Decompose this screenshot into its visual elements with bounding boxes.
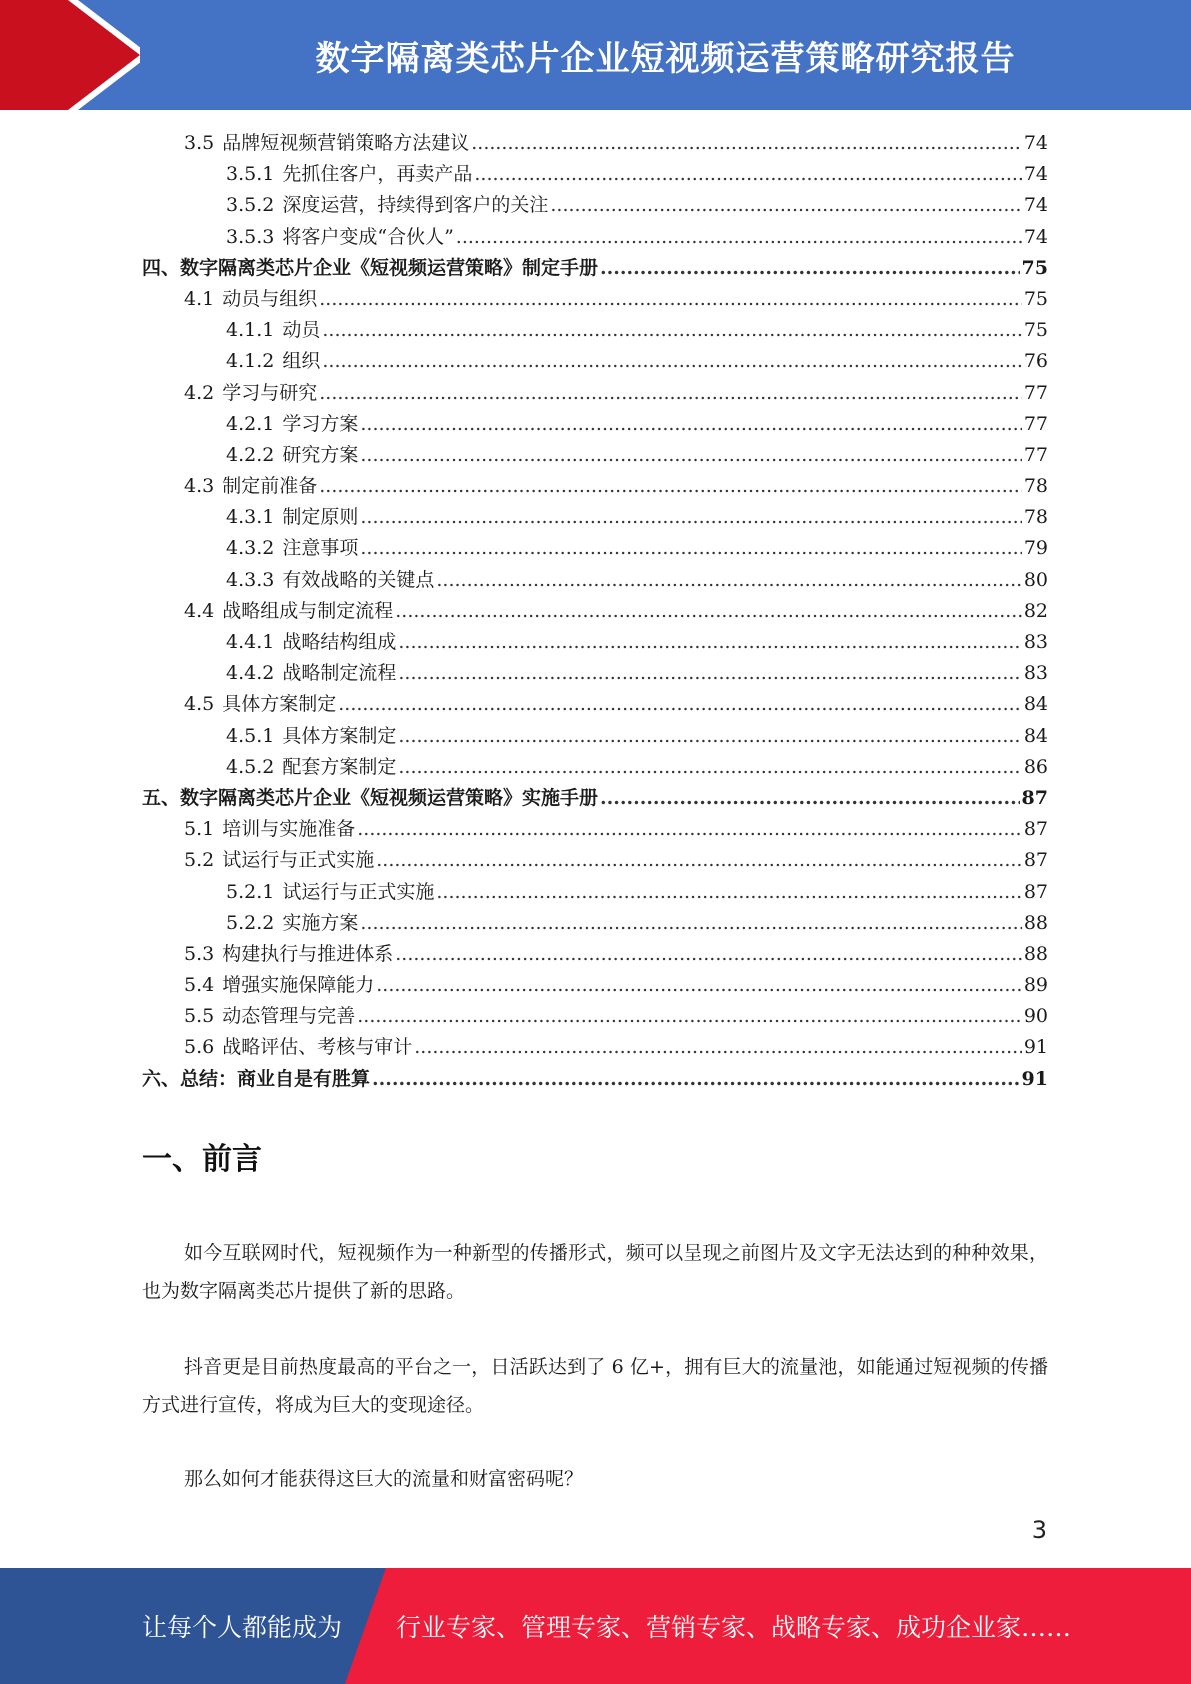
- toc-entry-number: 5.3: [184, 942, 215, 965]
- toc-entry[interactable]: [142, 378, 1048, 409]
- toc-entry[interactable]: [142, 159, 1048, 190]
- toc-dot-leader: [376, 845, 1022, 876]
- toc-entry-page: 87: [1021, 786, 1048, 809]
- toc-dot-leader: [338, 689, 1022, 720]
- toc-entry-page: 77: [1023, 381, 1048, 404]
- toc-entry-number: 5.2.1: [226, 880, 275, 903]
- toc-entry[interactable]: [142, 1032, 1048, 1063]
- footer-slogan-left: 让每个人都能成为: [142, 1613, 343, 1642]
- paragraph-2: 抖音更是目前热度最高的平台之一，日活跃达到了 6 亿+，拥有巨大的流量池，如能通过短视频的传播方式进行宣传，将成为巨大的变现途径。: [142, 1356, 1048, 1416]
- toc-entry-number: 5.1: [184, 818, 215, 841]
- toc-entry-label: 培训与实施准备: [222, 818, 356, 841]
- toc-entry[interactable]: [142, 533, 1048, 564]
- toc-entry[interactable]: [142, 908, 1048, 939]
- toc-dot-leader: [550, 190, 1021, 221]
- toc-entry[interactable]: [142, 689, 1048, 720]
- toc-entry-page: 75: [1023, 319, 1048, 342]
- section-title: 一、前言: [142, 1142, 262, 1177]
- toc-entry-number: 4.1: [184, 287, 215, 310]
- toc-dot-leader: [398, 721, 1021, 752]
- toc-entry-page: 84: [1023, 724, 1048, 747]
- table-of-contents: [142, 128, 1048, 1095]
- toc-entry-page: 91: [1021, 1067, 1048, 1090]
- toc-entry-page: 74: [1023, 225, 1048, 248]
- toc-dot-leader: [436, 565, 1021, 596]
- toc-dot-leader: [360, 908, 1021, 939]
- toc-dot-leader: [360, 440, 1021, 471]
- page-number: 3: [1031, 1516, 1047, 1544]
- toc-entry-page: 75: [1023, 287, 1048, 310]
- toc-entry-number: 5.2.2: [226, 911, 275, 934]
- toc-entry-label: 五、数字隔离类芯片企业《短视频运营策略》实施手册: [142, 786, 599, 809]
- toc-entry-number: 4.3.2: [226, 537, 275, 560]
- toc-entry-page: 87: [1023, 849, 1048, 872]
- toc-entry[interactable]: [142, 190, 1048, 221]
- toc-entry-label: 实施方案: [282, 911, 359, 934]
- toc-entry-label: 学习与研究: [222, 381, 318, 404]
- toc-entry[interactable]: [142, 284, 1048, 315]
- footer-slogan-right: 行业专家、管理专家、营销专家、战略专家、成功企业家……: [396, 1613, 1072, 1642]
- toc-entry-page: 74: [1023, 163, 1048, 186]
- toc-dot-leader: [456, 222, 1022, 253]
- toc-entry-page: 77: [1023, 412, 1048, 435]
- toc-entry-label: 品牌短视频营销策略方法建议: [222, 132, 470, 154]
- toc-entry-page: 91: [1023, 1036, 1048, 1059]
- toc-entry-number: 4.4: [184, 599, 215, 622]
- toc-entry-label: 制定前准备: [222, 475, 318, 498]
- toc-entry[interactable]: [142, 440, 1048, 471]
- toc-entry-page: 87: [1023, 880, 1048, 903]
- toc-entry-number: 3.5.1: [226, 163, 275, 186]
- toc-entry-label: 组织: [282, 350, 321, 373]
- toc-entry-page: 75: [1021, 256, 1048, 279]
- toc-entry-label: 先抓住客户，再卖产品: [282, 163, 473, 186]
- toc-entry-number: 3.5: [184, 132, 215, 154]
- toc-entry-label: 战略制定流程: [282, 662, 397, 685]
- toc-dot-leader: [395, 939, 1022, 970]
- toc-dot-leader: [398, 627, 1021, 658]
- toc-entry-number: 4.2.2: [226, 443, 275, 466]
- toc-entry[interactable]: [142, 1001, 1048, 1032]
- toc-entry-page: 77: [1023, 443, 1048, 466]
- toc-entry[interactable]: [142, 814, 1048, 845]
- toc-entry-number: 4.4.1: [226, 631, 275, 653]
- toc-entry-number: 4.5: [184, 693, 215, 716]
- toc-dot-leader: [376, 970, 1022, 1001]
- toc-entry-label: 制定原则: [282, 506, 359, 529]
- toc-dot-leader: [319, 378, 1022, 409]
- toc-entry[interactable]: [142, 409, 1048, 440]
- toc-entry[interactable]: [142, 1064, 1048, 1095]
- toc-entry-page: 74: [1023, 194, 1048, 217]
- toc-entry-number: 3.5.3: [226, 225, 275, 248]
- toc-entry-label: 试运行与正式实施: [282, 880, 435, 903]
- toc-entry-label: 战略结构组成: [282, 631, 397, 653]
- toc-entry-label: 战略评估、考核与审计: [222, 1036, 413, 1059]
- toc-entry[interactable]: [142, 565, 1048, 596]
- toc-dot-leader: [322, 346, 1021, 377]
- toc-entry-number: 4.2: [184, 381, 215, 404]
- toc-dot-leader: [474, 159, 1021, 190]
- toc-entry-label: 深度运营，持续得到客户的关注: [282, 194, 549, 217]
- toc-entry-label: 研究方案: [282, 443, 359, 466]
- toc-dot-leader: [357, 814, 1022, 845]
- toc-dot-leader: [436, 877, 1021, 908]
- toc-entry-page: 84: [1023, 693, 1048, 716]
- toc-entry[interactable]: [142, 128, 1048, 159]
- toc-entry-label: 试运行与正式实施: [222, 849, 375, 872]
- toc-entry[interactable]: [142, 502, 1048, 533]
- toc-entry-number: 4.5.1: [226, 724, 275, 747]
- paragraph-3: 那么如何才能获得这巨大的流量和财富密码呢？: [184, 1468, 584, 1490]
- toc-entry-number: 5.5: [184, 1005, 215, 1028]
- toc-entry-number: 4.3.3: [226, 568, 275, 591]
- toc-entry-label: 六、总结：商业自是有胜算: [142, 1067, 371, 1090]
- toc-entry-page: 89: [1023, 974, 1048, 997]
- toc-entry[interactable]: [142, 752, 1048, 783]
- toc-dot-leader: [319, 471, 1022, 502]
- toc-dot-leader: [395, 596, 1022, 627]
- toc-entry-number: 4.4.2: [226, 662, 275, 685]
- toc-entry-label: 构建执行与推进体系: [222, 942, 394, 965]
- toc-dot-leader: [398, 752, 1021, 783]
- toc-entry-page: 78: [1023, 506, 1048, 529]
- toc-entry[interactable]: [142, 315, 1048, 346]
- toc-entry[interactable]: [142, 346, 1048, 377]
- toc-entry-number: 4.3.1: [226, 506, 275, 529]
- toc-entry-label: 配套方案制定: [282, 755, 397, 778]
- toc-entry-page: 76: [1023, 350, 1048, 373]
- toc-entry[interactable]: [142, 471, 1048, 502]
- toc-entry-number: 5.6: [184, 1036, 215, 1059]
- toc-entry-number: 3.5.2: [226, 194, 275, 217]
- toc-dot-leader: [360, 502, 1021, 533]
- toc-entry-number: 4.1.2: [226, 350, 275, 373]
- toc-entry-page: 80: [1023, 568, 1048, 591]
- toc-dot-leader: [600, 253, 1020, 284]
- toc-dot-leader: [360, 533, 1021, 564]
- toc-entry-number: 5.2: [184, 849, 215, 872]
- toc-dot-leader: [398, 658, 1021, 689]
- toc-entry-page: 83: [1023, 631, 1048, 653]
- toc-entry[interactable]: [142, 627, 1048, 658]
- toc-entry-label: 动态管理与完善: [222, 1005, 356, 1028]
- toc-entry[interactable]: [142, 939, 1048, 970]
- toc-dot-leader: [414, 1032, 1022, 1063]
- toc-entry-page: 82: [1023, 599, 1048, 622]
- toc-entry[interactable]: [142, 596, 1048, 627]
- toc-dot-leader: [600, 783, 1020, 814]
- toc-entry-label: 学习方案: [282, 412, 359, 435]
- toc-entry[interactable]: [142, 877, 1048, 908]
- toc-entry-page: 86: [1023, 755, 1048, 778]
- toc-entry-page: 90: [1023, 1005, 1048, 1028]
- header-banner: [0, 0, 1191, 110]
- toc-entry[interactable]: [142, 721, 1048, 752]
- toc-entry[interactable]: [142, 845, 1048, 876]
- footer-banner: [0, 1568, 1191, 1684]
- toc-entry-number: 5.4: [184, 974, 215, 997]
- toc-entry-page: 88: [1023, 942, 1048, 965]
- toc-entry-number: 4.2.1: [226, 412, 275, 435]
- toc-entry[interactable]: [142, 222, 1048, 253]
- toc-entry-number: 4.3: [184, 475, 215, 498]
- paragraph-1: 如今互联网时代，短视频作为一种新型的传播形式，频可以呈现之前图片及文字无法达到的种种效果，也为数字隔离类芯片提供了新的思路。: [142, 1242, 1048, 1302]
- toc-entry-label: 有效战略的关键点: [282, 568, 435, 591]
- toc-entry-page: 83: [1023, 662, 1048, 685]
- toc-entry-label: 动员: [282, 319, 321, 342]
- toc-entry-number: 4.1.1: [226, 319, 275, 342]
- toc-entry-page: 79: [1023, 537, 1048, 560]
- toc-entry-label: 注意事项: [282, 537, 359, 560]
- toc-entry-page: 78: [1023, 475, 1048, 498]
- toc-entry[interactable]: [142, 658, 1048, 689]
- toc-entry-label: 四、数字隔离类芯片企业《短视频运营策略》制定手册: [142, 256, 599, 279]
- toc-entry-page: 87: [1023, 818, 1048, 841]
- toc-dot-leader: [357, 1001, 1022, 1032]
- document-title: 数字隔离类芯片企业短视频运营策略研究报告: [315, 38, 1016, 79]
- toc-entry[interactable]: [142, 970, 1048, 1001]
- toc-entry[interactable]: [142, 253, 1048, 284]
- toc-dot-leader: [471, 128, 1022, 159]
- toc-entry-label: 具体方案制定: [222, 693, 337, 716]
- toc-dot-leader: [372, 1064, 1020, 1095]
- toc-entry-label: 具体方案制定: [282, 724, 397, 747]
- toc-entry-label: 动员与组织: [222, 287, 318, 310]
- toc-entry-label: 将客户变成“合伙人”: [282, 225, 454, 248]
- toc-entry-label: 战略组成与制定流程: [222, 599, 394, 622]
- toc-dot-leader: [322, 315, 1021, 346]
- toc-entry[interactable]: [142, 783, 1048, 814]
- toc-entry-page: 74: [1023, 132, 1048, 154]
- toc-entry-number: 4.5.2: [226, 755, 275, 778]
- header-accent-shape: [0, 0, 140, 110]
- toc-dot-leader: [319, 284, 1022, 315]
- toc-dot-leader: [360, 409, 1021, 440]
- toc-entry-page: 88: [1023, 911, 1048, 934]
- toc-entry-label: 增强实施保障能力: [222, 974, 375, 997]
